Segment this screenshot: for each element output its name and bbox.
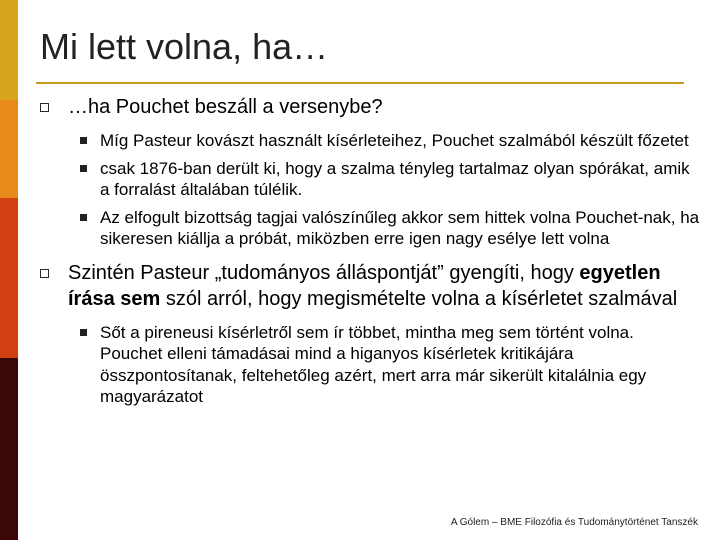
slide-content	[40, 94, 700, 408]
slide-title: Mi lett volna, ha…	[40, 26, 329, 67]
filled-square-bullet-icon	[80, 214, 87, 221]
accent-bar-bottom	[0, 358, 18, 540]
sub-bullet-item	[40, 207, 700, 250]
accent-bar-upper-middle	[0, 100, 18, 198]
sub-bullet-item	[40, 158, 700, 201]
bullet-text-part: szól arról, hogy megismételte volna a kísérletet szalmával	[160, 287, 678, 310]
sub-bullet-item	[40, 130, 700, 152]
hollow-square-bullet-icon	[40, 269, 49, 278]
bullet-text: …ha Pouchet beszáll a versenybe?	[68, 96, 383, 118]
bullet-item	[40, 260, 700, 312]
title-divider	[36, 82, 684, 84]
filled-square-bullet-icon	[80, 137, 87, 144]
sub-bullet-text: Sőt a pireneusi kísérletről sem ír többet, mintha meg sem történt volna. Pouchet elleni támadásai mind a higanyos kísérletek kritikájára összpontosítanak, feltehetőleg azért, mert arra már sikerült kitalálnia egy magyarázatot	[100, 322, 647, 406]
filled-square-bullet-icon	[80, 329, 87, 336]
bullet-item	[40, 94, 700, 120]
accent-bar-lower-middle	[0, 198, 18, 358]
sub-bullet-text: Az elfogult bizottság tagjai valószínűleg akkor sem hittek volna Pouchet-nak, ha sikeresen kiállja a próbát, miközben erre igen nagy esélye lett volna	[100, 207, 700, 248]
sub-bullet-text: Míg Pasteur kovászt használt kísérleteihez, Pouchet szalmából készült főzetet	[100, 131, 689, 150]
bullet-text-bold: egyetlen írása sem	[68, 261, 661, 310]
footer-text: A Gólem – BME Filozófia és Tudománytörténet Tanszék	[450, 517, 698, 528]
accent-bar-top	[0, 0, 18, 100]
sub-bullet-item	[40, 322, 700, 408]
filled-square-bullet-icon	[80, 165, 87, 172]
hollow-square-bullet-icon	[40, 103, 49, 112]
sub-bullet-text: csak 1876-ban derült ki, hogy a szalma tényleg tartalmaz olyan spórákat, amik a forralást általában túlélik.	[100, 158, 690, 199]
bullet-text-part: Szintén Pasteur „tudományos álláspontját” gyengíti, hogy	[68, 261, 580, 284]
